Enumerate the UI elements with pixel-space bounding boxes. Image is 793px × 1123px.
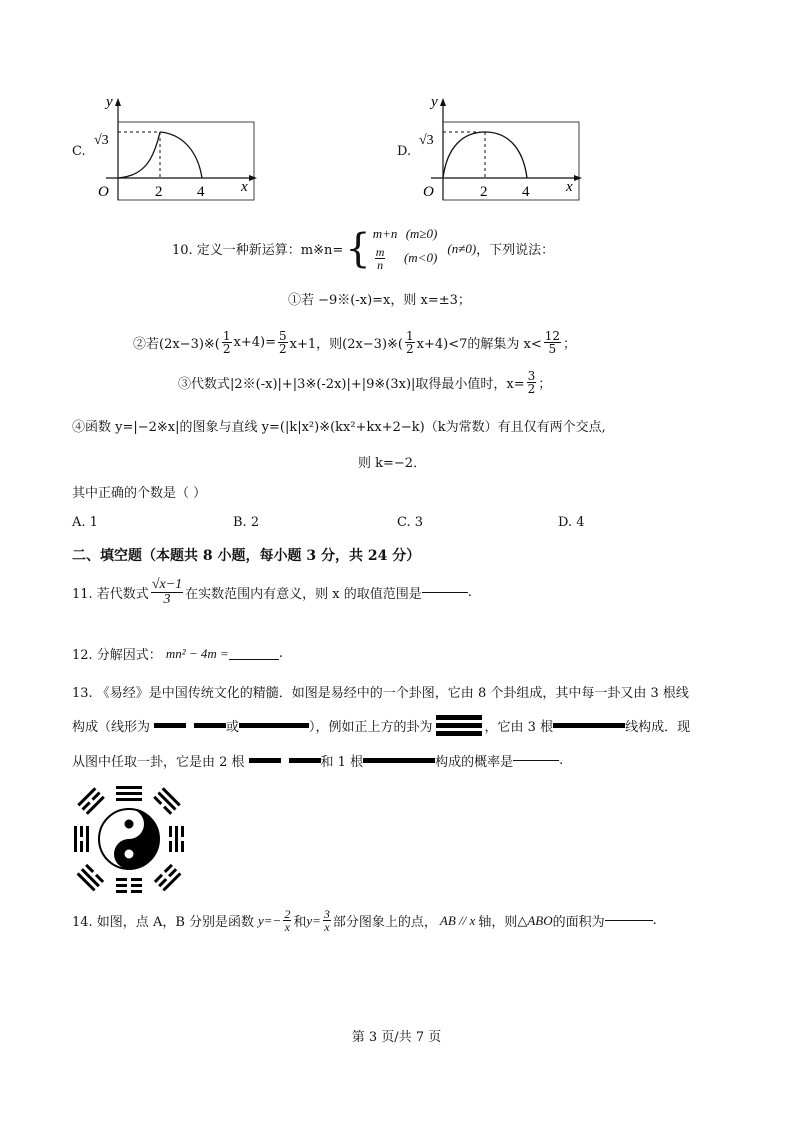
answer-blank[interactable] — [422, 592, 468, 593]
peak-label: √3 — [94, 133, 109, 148]
broken-line-left — [154, 723, 186, 728]
q13-line-2: 构成（线形为 或 ），例如正上方的卦为 ，它由 3 根 线构成．现 — [72, 715, 690, 736]
bagua-diagram — [70, 782, 188, 894]
broken-line-left — [249, 758, 281, 763]
option-c-label: C. — [72, 144, 86, 159]
origin-label: O — [98, 184, 109, 200]
trigram-bottom-left-icon — [77, 864, 105, 892]
choice-d: D. 4 — [558, 515, 585, 530]
x-axis-label: x — [566, 179, 573, 195]
q10-statement-3: ③代数式|2※(-x)|+|3※(-2x)|+|9※(3x)|取得最小值时，x= $\frac{3}{2}$ ； — [178, 369, 552, 396]
q14: 14. 如图，点 A，B 分别是函数 y=− $\frac{2}{x}$ 和 y= $\frac{3}{x}$ 部分图象上的点， AB // x 轴，则 △ABO 的面积为 . — [72, 907, 657, 934]
solid-line — [553, 723, 625, 728]
choice-a: A. 1 — [72, 515, 98, 530]
choice-b: B. 2 — [233, 515, 260, 530]
trigram-left-icon — [74, 826, 89, 852]
q13-line-3: 从图中任取一卦，它是由 2 根 和 1 根 构成的概率是 . — [72, 753, 564, 770]
q10-statement-4: ④函数 y=|−2※x|的图象与直线 y=(|k|x²)※(kx²+kx+2−k)（k为常数）有且仅有两个交点, — [72, 420, 606, 435]
section-heading: 二、填空题（本题共 8 小题，每小题 3 分，共 24 分） — [72, 548, 421, 564]
solid-line — [239, 723, 309, 728]
q10-statement-2: ②若(2x−3)※( $\frac{1}{2}$ x+4)= $\frac{5}{2}$ x+1，则(2x−3)※( $\frac{1}{2}$ x+4)<7的解集为 x< $\frac{12}{5}$ ； — [133, 329, 577, 356]
case2-cond: (m<0) — [403, 250, 438, 265]
broken-line-right — [289, 758, 321, 763]
tick-4: 4 — [522, 184, 530, 200]
origin-label: O — [423, 184, 434, 200]
tick-2: 2 — [155, 184, 163, 200]
q10-tail: ，下列说法： — [476, 243, 555, 258]
y-axis-label: y — [431, 94, 438, 110]
q11: 11. 若代数式 $\frac{√x-1}{3}$ 在实数范围内有意义，则 x 的取值范围是 . — [72, 577, 472, 607]
case1-cond: (m≥0) — [405, 226, 438, 241]
q10-statement-4-conclusion: 则 k=−2． — [358, 456, 427, 471]
x-axis-label: x — [241, 179, 248, 195]
graph-d — [413, 92, 588, 204]
q13-line-1: 13. 《易经》是中国传统文化的精髓．如图是易经中的一个卦图，它由 8 个卦组成，其中每一卦又由 3 根线 — [72, 686, 689, 701]
broken-line-right — [194, 723, 226, 728]
answer-blank[interactable] — [229, 647, 279, 660]
choice-c: C. 3 — [397, 515, 424, 530]
q10-definition — [172, 226, 554, 271]
trigram-top-right-icon — [153, 787, 181, 815]
taiji-icon — [99, 809, 159, 869]
q10-condition: (n≠0) — [447, 240, 477, 256]
trigram-qian-icon — [436, 715, 482, 736]
graph-c — [88, 92, 263, 204]
piecewise-cases: m+n (m≥0) $\frac{m}{n}$ (m<0) — [372, 226, 438, 272]
option-d-label: D. — [397, 144, 412, 159]
tick-2: 2 — [480, 184, 488, 200]
q10-stem: 10. 定义一种新运算：m※n= — [172, 243, 344, 258]
y-axis-label: y — [106, 94, 113, 110]
solid-line — [363, 758, 435, 763]
brace: { — [345, 225, 371, 272]
answer-blank[interactable] — [605, 920, 653, 921]
q10-statement-1: ①若 −9※(-x)=x，则 x=±3； — [288, 293, 471, 308]
page-footer: 第 3 页/共 7 页 — [351, 1030, 442, 1045]
trigram-top-left-icon — [77, 787, 105, 815]
trigram-bottom-right-icon — [154, 864, 182, 892]
peak-label: √3 — [419, 133, 434, 148]
case1-expr: m+n — [372, 226, 398, 241]
q10-ask: 其中正确的个数是（ ） — [72, 486, 207, 501]
tick-4: 4 — [197, 184, 205, 200]
answer-blank[interactable] — [513, 760, 559, 761]
q12: 12. 分解因式： mn² − 4m = . — [72, 645, 283, 663]
trigram-bottom-icon — [116, 878, 142, 893]
trigram-top-icon — [116, 786, 142, 801]
trigram-right-icon — [169, 826, 184, 852]
